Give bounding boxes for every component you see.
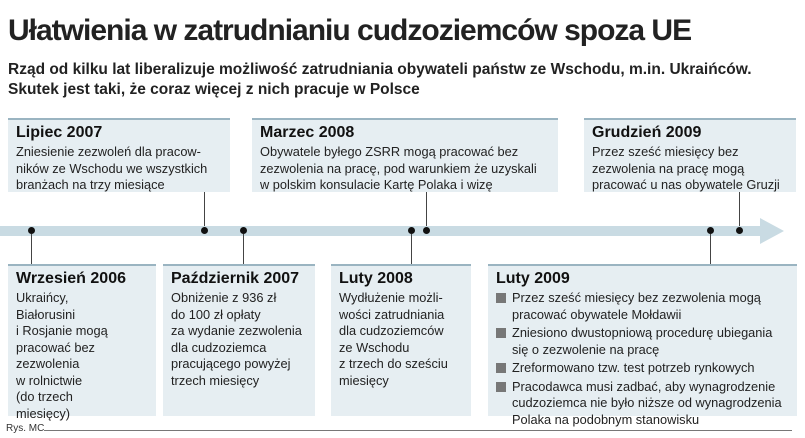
event-date: Lipiec 2007 <box>16 124 103 141</box>
page-title: Ułatwienia w zatrudnianiu cudzoziemców spoza UE <box>8 14 692 47</box>
timeline-dot-luty-2009 <box>707 227 714 234</box>
timeline-dot-luty-2008 <box>408 227 415 234</box>
event-text-line: zezwolenia na pracę, pod warunkiem że uzyskali <box>260 160 537 176</box>
timeline-dot-marzec-2008 <box>423 227 430 234</box>
event-date: Październik 2007 <box>171 270 300 287</box>
subtitle-line: Skutek jest taki, że coraz więcej z nich pracuje w Polsce <box>8 81 420 98</box>
event-text-line: dla cudzoziemca <box>171 339 267 355</box>
connector-grudzien-2009 <box>739 192 740 230</box>
event-text-line: miesięcy) <box>16 405 71 421</box>
event-text-line: ników ze Wschodu we wszystkich <box>16 160 208 176</box>
event-text-line: zezwolenia na pracę mogą <box>592 160 745 176</box>
event-description <box>16 290 150 422</box>
event-card-luty-2009 <box>488 264 797 427</box>
event-description <box>339 290 465 389</box>
square-bullet-icon <box>496 363 506 373</box>
timeline-dot-lipiec-2007 <box>201 227 208 234</box>
bullet-text: Zniesiono dwustopniową procedurę ubiegania się o zezwolenie na pracę <box>512 325 773 357</box>
event-date: Marzec 2008 <box>260 124 355 141</box>
timeline-dot-wrzesien-2006 <box>28 227 35 234</box>
event-date: Wrzesień 2006 <box>16 270 126 287</box>
event-text-line: Wydłużenie możli- <box>339 290 443 305</box>
event-text-line: zezwolenia <box>16 356 80 371</box>
timeline-dot-pazdziernik-2007 <box>240 227 247 234</box>
event-text-line: i Rosjanie mogą <box>16 323 108 338</box>
event-date: Grudzień 2009 <box>592 124 702 141</box>
event-text-line: Obniżenie z 936 zł <box>171 290 277 305</box>
event-card-lipiec-2007 <box>8 118 230 192</box>
event-description <box>16 144 224 194</box>
connector-luty-2009 <box>710 234 711 264</box>
event-card-luty-2008 <box>331 264 471 416</box>
event-text-line: pracującego powyżej <box>171 356 291 371</box>
bullet-list <box>496 290 789 428</box>
timeline-arrow-icon <box>760 218 784 244</box>
square-bullet-icon <box>496 293 506 303</box>
event-text-line: Ukraińcy, <box>16 290 69 305</box>
event-text-line: w polskim konsulacie Kartę Polaka i wizę <box>260 177 493 192</box>
event-card-wrzesien-2006 <box>8 264 156 421</box>
event-date: Luty 2008 <box>339 270 413 287</box>
event-text-line: pracować bez <box>16 339 95 355</box>
square-bullet-icon <box>496 328 506 338</box>
connector-lipiec-2007 <box>204 192 205 230</box>
event-date: Luty 2009 <box>496 270 570 287</box>
connector-wrzesien-2006 <box>31 234 32 264</box>
bullet-item <box>496 290 789 323</box>
credit: Rys. MC <box>6 423 45 434</box>
bullet-text: Zreformowano tzw. test potrzeb rynkowych <box>512 360 755 375</box>
event-text-line: pracować u nas obywatele Gruzji <box>592 177 780 192</box>
bullet-item <box>496 325 789 358</box>
event-description <box>592 144 790 194</box>
connector-marzec-2008 <box>426 192 427 230</box>
subtitle <box>8 60 803 100</box>
timeline-dot-grudzien-2009 <box>736 227 743 234</box>
event-text-line: z trzech do sześciu <box>339 356 448 371</box>
bullet-item <box>496 360 789 377</box>
credit-divider <box>44 430 792 431</box>
event-text-line: do 100 zł opłaty <box>171 306 261 322</box>
timeline-bar <box>0 226 762 236</box>
event-text-line: miesięcy <box>339 372 389 388</box>
event-card-grudzien-2009 <box>584 118 796 192</box>
connector-pazdziernik-2007 <box>243 234 244 264</box>
event-description <box>260 144 552 194</box>
event-text-line: Zniesienie zezwoleń dla pracow- <box>16 144 201 159</box>
event-text-line: za wydanie zezwolenia <box>171 323 302 338</box>
event-text-line: branżach na trzy miesiące <box>16 177 165 192</box>
event-text-line: w rolnictwie <box>16 372 83 388</box>
bullet-item <box>496 379 789 429</box>
event-description <box>171 290 309 389</box>
event-card-marzec-2008 <box>252 118 558 192</box>
event-text-line: Białorusini <box>16 306 76 322</box>
event-text-line: ze Wschodu <box>339 339 410 355</box>
event-card-pazdziernik-2007 <box>163 264 315 416</box>
event-text-line: dla cudzoziemców <box>339 323 444 338</box>
square-bullet-icon <box>496 382 506 392</box>
event-text-line: wości zatrudniania <box>339 306 445 322</box>
subtitle-line: Rząd od kilku lat liberalizuje możliwość zatrudniania obywateli państw ze Wschodu, m.in. Ukraińców. <box>8 61 752 78</box>
event-text-line: (do trzech <box>16 389 73 404</box>
event-text-line: trzech miesięcy <box>171 372 260 388</box>
event-text-line: Przez sześć miesięcy bez <box>592 144 739 159</box>
bullet-text: Przez sześć miesięcy bez zezwolenia mogą pracować obywatele Mołdawii <box>512 290 761 322</box>
event-text-line: Obywatele byłego ZSRR mogą pracować bez <box>260 144 519 159</box>
bullet-text: Pracodawca musi zadbać, aby wynagrodzenie cudzoziemca nie było niższe od wynagrodzenia Polaka na podobnym stanowisku <box>512 378 782 427</box>
connector-luty-2008 <box>411 234 412 264</box>
